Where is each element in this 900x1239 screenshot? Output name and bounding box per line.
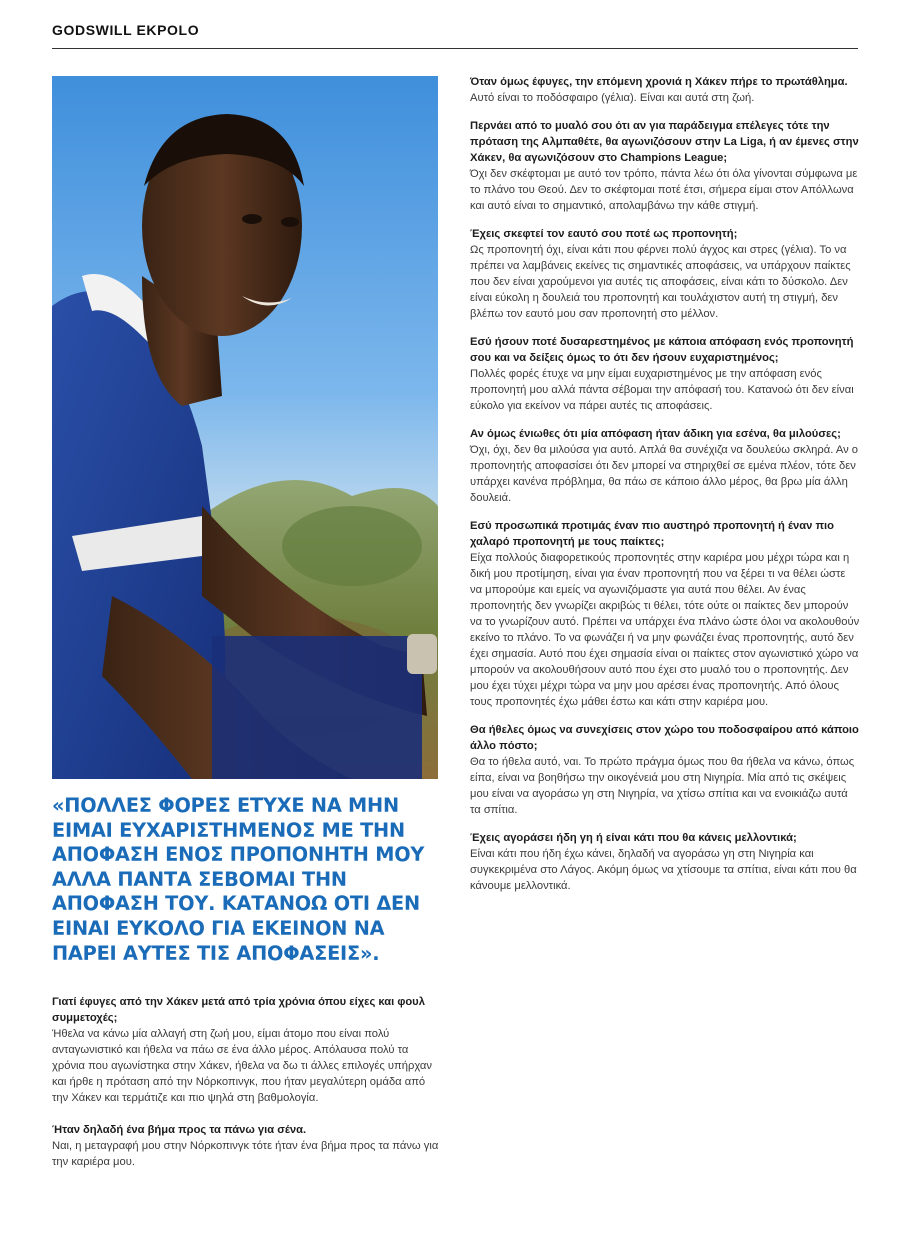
answer: Ως προπονητή όχι, είναι κάτι που φέρνει πολύ άγχος και στρες (γέλια). Το να πρέπει να λαμβάνεις εκείνες τις σημαντικές αποφάσεις, να υπάρχουν παίκτες που δεν είναι χαρούμενοι για αυτές τις αποφάσεις, είναι κάτι το δύσκολο. Δεν είναι εύκολη η δουλειά του προπονητή και τουλάχιστον αυτή τη στιγμή, δεν βλέπω τον εαυτό μου σαν προπονητή στο μέλλον. bbox=[470, 244, 851, 320]
answer: Αυτό είναι το ποδόσφαιρο (γέλια). Είναι και αυτά στη ζωή. bbox=[470, 92, 755, 104]
player-photo bbox=[52, 76, 438, 779]
answer: Είναι κάτι που ήδη έχω κάνει, δηλαδή να αγοράσω γη στη Νιγηρία και συγκεκριμένα στο Λάγος. Ακόμη όμως να χτίσουμε τα σπίτια, είναι κάτι που θα κάνουμε μελλοντικά. bbox=[470, 848, 857, 892]
answer: Όχι δεν σκέφτομαι με αυτό τον τρόπο, πάντα λέω ότι όλα γίνονται σύμφωνα με το πλάνο του Θεού. Δεν το σκέφτομαι ποτέ έτσι, σήμερα είμαι στον Απόλλωνα και αυτό είναι το σημαντικό, απολαμβάνω την κάθε στιγμή. bbox=[470, 168, 858, 212]
qa-block bbox=[470, 518, 860, 710]
question: Ήταν δηλαδή ένα βήμα προς τα πάνω για σένα. bbox=[52, 1124, 307, 1136]
right-column bbox=[470, 74, 860, 906]
answer: Ήθελα να κάνω μία αλλαγή στη ζωή μου, είμαι άτομο που είναι πολύ ανταγωνιστικό και ήθελα να πάω σε ένα άλλο μέρος. Απόλαυσα πολύ τα χρόνια που αγωνίστηκα στην Χάκεν, ήθελα να δω τι άλλες επιλογές υπήρχαν και ήρθε η πρόταση από την Νόρκοπινγκ, που ήταν μεγαλύτερη ομάδα από την Χάκεν και τερμάτιζε και πιο ψηλά στη βαθμολογία. bbox=[52, 1028, 432, 1104]
qa-block bbox=[470, 722, 860, 818]
question: Αν όμως ένιωθες ότι μία απόφαση ήταν άδικη για εσένα, θα μιλούσες; bbox=[470, 428, 841, 440]
page-header bbox=[52, 22, 858, 49]
qa-block bbox=[470, 226, 860, 322]
question: Εσύ ήσουν ποτέ δυσαρεστημένος με κάποια απόφαση ενός προπονητή σου και να δείξεις όμως το ότι δεν ήσουν ευχαριστημένος; bbox=[470, 336, 854, 364]
left-column bbox=[52, 994, 440, 1186]
qa-block bbox=[52, 1122, 440, 1170]
question: Έχεις σκεφτεί τον εαυτό σου ποτέ ως προπονητή; bbox=[470, 228, 738, 240]
qa-block bbox=[470, 118, 860, 214]
qa-block bbox=[470, 830, 860, 894]
question: Έχεις αγοράσει ήδη γη ή είναι κάτι που θα κάνεις μελλοντικά; bbox=[470, 832, 797, 844]
question: Περνάει από το μυαλό σου ότι αν για παράδειγμα επέλεγες τότε την πρόταση της Αλμπαθέτε, θα αγωνιζόσουν στην La Liga, ή αν έμενες στην Χάκεν, θα αγωνιζόσουν στο Champions League; bbox=[470, 120, 859, 164]
qa-block bbox=[52, 994, 440, 1106]
qa-block bbox=[470, 334, 860, 414]
header-name: GODSWILL EKPOLO bbox=[52, 22, 200, 38]
question: Όταν όμως έφυγες, την επόμενη χρονιά η Χάκεν πήρε το πρωτάθλημα. bbox=[470, 76, 848, 88]
qa-block bbox=[470, 426, 860, 506]
answer: Ναι, η μεταγραφή μου στην Νόρκοπινγκ τότε ήταν ένα βήμα προς τα πάνω για την καριέρα μου. bbox=[52, 1140, 439, 1168]
answer: Θα το ήθελα αυτό, ναι. Το πρώτο πράγμα όμως που θα ήθελα να κάνω, όπως είπα, είναι να βοηθήσω την οικογένειά μου στη Νιγηρία. Μία από τις σκέψεις μου είναι να αγοράσω γη στη Νιγηρία, να χτίσω σπίτια και να ενοικιάζω αυτά τα σπίτια. bbox=[470, 756, 855, 816]
question: Εσύ προσωπικά προτιμάς έναν πιο αυστηρό προπονητή ή έναν πιο χαλαρό προπονητή με τους παίκτες; bbox=[470, 520, 834, 548]
answer: Πολλές φορές έτυχε να μην είμαι ευχαριστημένος με την απόφαση ενός προπονητή μου αλλά πάντα σέβομαι την απόφασή του. Κατανοώ ότι δεν είναι εύκολο για εκείνον να πάρει αυτές τις αποφάσεις. bbox=[470, 368, 854, 412]
answer: Όχι, όχι, δεν θα μιλούσα για αυτό. Απλά θα συνέχιζα να δουλεύω σκληρά. Αν ο προπονητής αποφασίσει ότι δεν μπορεί να στηριχθεί σε εμένα πλέον, τότε δεν υπάρχει κανένα πρόβλημα, θα πάω σε κάποιο άλλο μέρος, θα βρω μία άλλη δουλειά. bbox=[470, 444, 859, 504]
question: Γιατί έφυγες από την Χάκεν μετά από τρία χρόνια όπου είχες και φουλ συμμετοχές; bbox=[52, 996, 425, 1024]
question: Θα ήθελες όμως να συνεχίσεις στον χώρο του ποδοσφαίρου από κάποιο άλλο πόστο; bbox=[470, 724, 859, 752]
answer: Είχα πολλούς διαφορετικούς προπονητές στην καριέρα μου μέχρι τώρα και η δική μου προτίμηση, είναι για έναν προπονητή που να ξέρει τι να θέλει ώστε να μπορούμε και εμείς να αγωνιζόμαστε για αυτά που θέλει. Αν ένας προπονητής δεν γνωρίζει ακριβώς τι θέλει, τότε ούτε οι παίκτες δεν μπορούν να το γνωρίζουν αυτό. Πρέπει να υπάρχει ένα πλάνο ώστε όλοι να ακολουθούν εκείνο το πλάνο. Το να φωνάζει ή να μην φωνάζει ένας προπονητής, αυτό δεν έχει σημασία. Αυτό που έχει σημασία είναι οι παίκτες στον αγωνιστικό χώρο να μπορούν να ακολουθήσουν αυτό που έχει στο μυαλό του ο προπονητής. Δεν μου έχει τύχει μέχρι τώρα να μην μου αρέσει ένας προπονητής. Από όλους τους προπονητές έχω μάθει έστω και κάτι στην καριέρα μου. bbox=[470, 552, 860, 708]
pull-quote: «ΠΟΛΛΕΣ ΦΟΡΕΣ ΕΤΥΧΕ ΝΑ ΜΗΝ ΕΙΜΑΙ ΕΥΧΑΡΙΣΤΗΜΕΝΟΣ ΜΕ ΤΗΝ ΑΠΟΦΑΣΗ ΕΝΟΣ ΠΡΟΠΟΝΗΤΗ ΜΟΥ ΑΛΛΑ ΠΑΝΤΑ ΣΕΒΟΜΑΙ ΤΗΝ ΑΠΟΦΑΣΗ ΤΟΥ. ΚΑΤΑΝΟΩ ΟΤΙ ΔΕΝ ΕΙΝΑΙ ΕΥΚΟΛΟ ΓΙΑ ΕΚΕΙΝΟΝ ΝΑ ΠΑΡΕΙ ΑΥΤΕΣ ΤΙΣ ΑΠΟΦΑΣΕΙΣ». bbox=[52, 794, 425, 965]
qa-block bbox=[470, 74, 860, 106]
